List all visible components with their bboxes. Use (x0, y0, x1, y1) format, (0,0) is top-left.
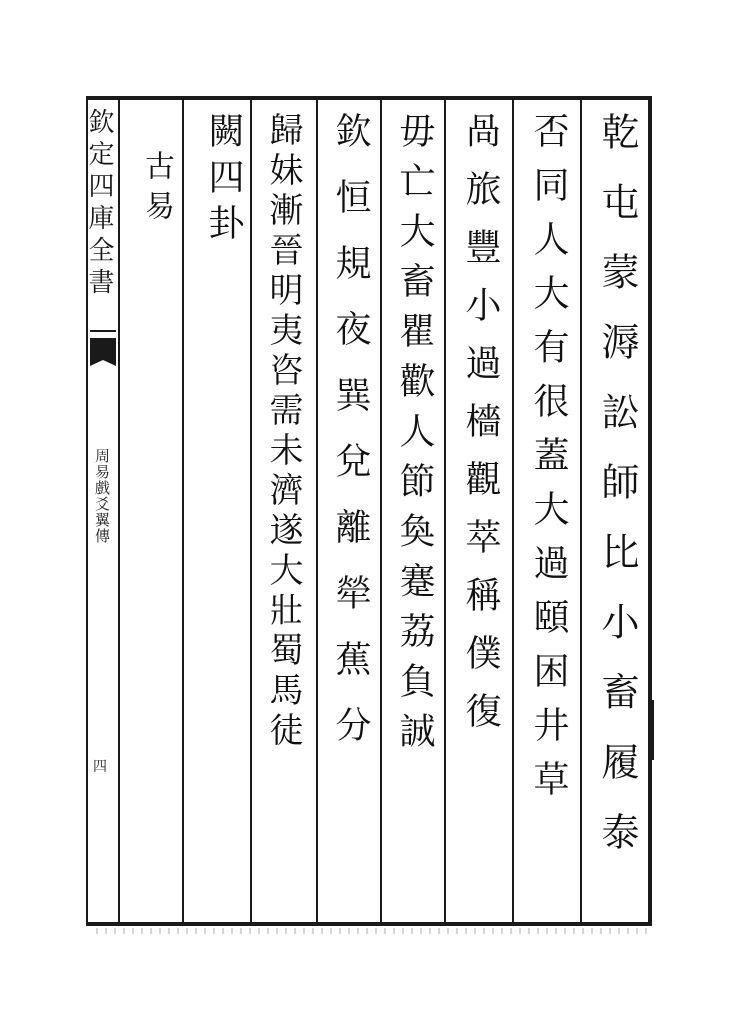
column-rule (250, 100, 252, 922)
text-column-4: 毋亡大畜瞿歡人節奐蹇荔負誠 (394, 112, 435, 762)
column-rule (316, 100, 318, 922)
margin-rule (90, 330, 116, 332)
column-rule (118, 100, 120, 922)
section-title: 周易戲爻翼傳 (93, 448, 111, 544)
book-title: 欽定四庫全書 (84, 108, 114, 300)
column-rule (580, 100, 582, 922)
page-number: 四 (93, 759, 107, 775)
text-column-6: 歸妹漸晉明夷咨需未濟遂大壯蜀馬徒 (263, 112, 303, 752)
text-column-3: 咼旅豐小過檣觀萃稱僕復 (460, 112, 501, 750)
section-heading: 闕四卦 (203, 112, 244, 250)
column-rule (182, 100, 184, 922)
text-column-5: 欽恒規夜巽兌離犖蕉分 (330, 112, 371, 772)
print-speckle (96, 928, 652, 934)
column-rule (512, 100, 514, 922)
text-column-2: 否同人大有很蓋大過頤困井草 (528, 112, 569, 814)
column-rule (444, 100, 446, 922)
subheading: 古易 (139, 150, 174, 230)
text-column-1: 乾屯蒙溽訟師比小畜履泰 (595, 112, 639, 882)
edge-tick (652, 700, 654, 760)
fishtail-mark (90, 338, 116, 360)
column-rule (380, 100, 382, 922)
